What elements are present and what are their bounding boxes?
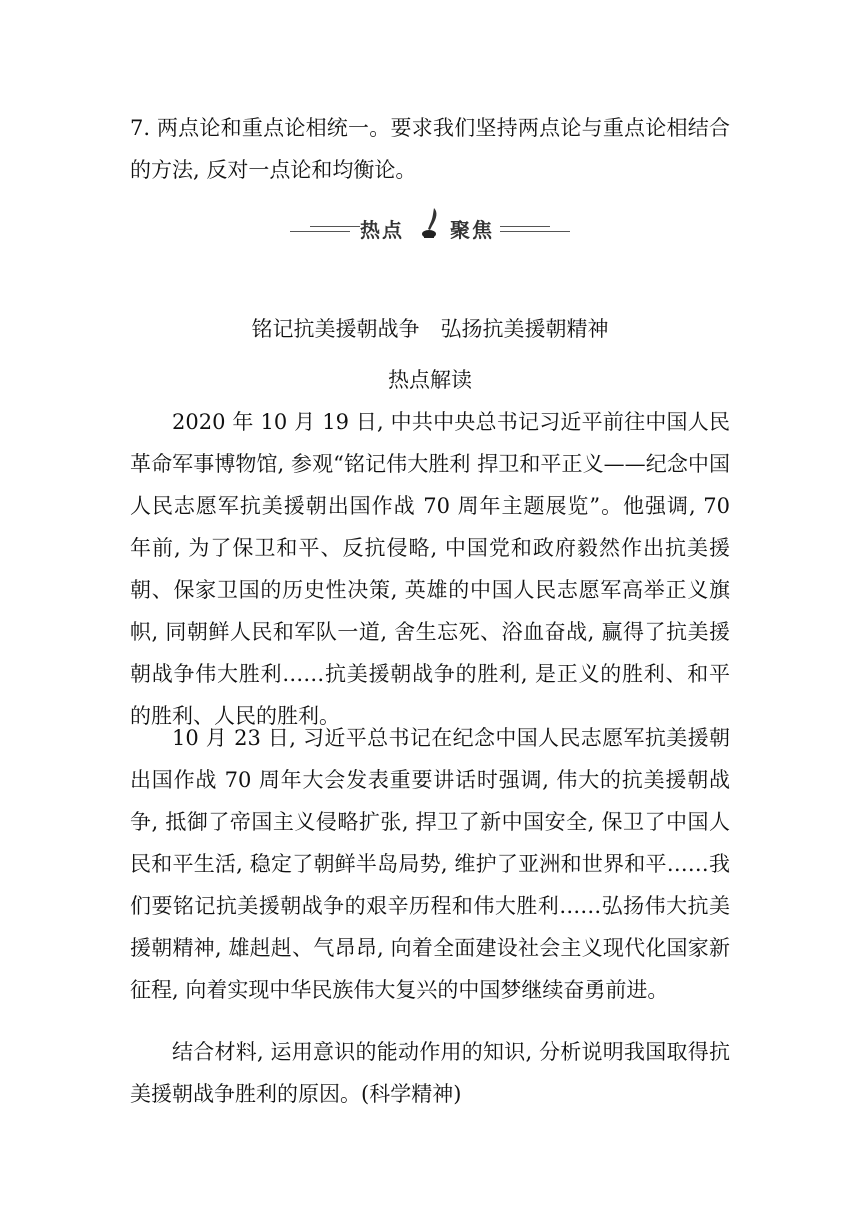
question-paragraph: 结合材料, 运用意识的能动作用的知识, 分析说明我国取得抗美援朝战争胜利的原因。(科学精神): [130, 1040, 730, 1106]
paragraph-2: 10 月 23 日, 习近平总书记在纪念中国人民志愿军抗美援朝出国作战 70 周年大会发表重要讲话时强调, 伟大的抗美援朝战争, 抵御了帝国主义侵略扩张, 捍卫了新中国安全, 保卫了中国人民和平生活, 稳定了朝鲜半岛局势, 维护了亚洲和世界和平……我们要铭记抗美援朝战争的艰辛历程和伟大胜利……弘扬伟大抗美援朝精神, 雄赳赳、气昂昂, 向着全面建设社会主义现代化国家新征程, 向着实现中华民族伟大复兴的中国梦继续奋勇前进。: [130, 726, 730, 1002]
banner-rule-right: [500, 231, 570, 232]
banner-rule-left-upper: [310, 226, 360, 227]
paragraph-1: 2020 年 10 月 19 日, 中共中央总书记习近平前往中国人民革命军事博物馆, 参观“铭记伟大胜利 捍卫和平正义——纪念中国人民志愿军抗美援朝出国作战 70 周年主题展览”。他强调, 70 年前, 为了保卫和平、反抗侵略, 中国党和政府毅然作出抗美援朝、保家卫国的历史性决策, 英雄的中国人民志愿军高举正义旗帜, 同朝鲜人民和军队一道, 舍生忘死、浴血奋战, 赢得了抗美援朝战争伟大胜利……抗美援朝战争的胜利, 是正义的胜利、和平的胜利、人民的胜利。: [130, 410, 730, 728]
hotspot-focus-banner: [290, 204, 570, 250]
review-item-7: 7. 两点论和重点论相统一。要求我们坚持两点论与重点论相结合的方法, 反对一点论和均衡论。: [130, 116, 730, 182]
hotspot-subtitle: 热点解读: [388, 368, 472, 392]
banner-rule-right-upper: [500, 226, 550, 227]
banner-label-right: 聚焦: [450, 218, 494, 242]
ink-pen-icon: [418, 206, 444, 244]
banner-rule-left: [290, 231, 350, 232]
banner-label-left: 热点: [360, 218, 404, 242]
hotspot-title: 铭记抗美援朝战争 弘扬抗美援朝精神: [251, 317, 609, 341]
